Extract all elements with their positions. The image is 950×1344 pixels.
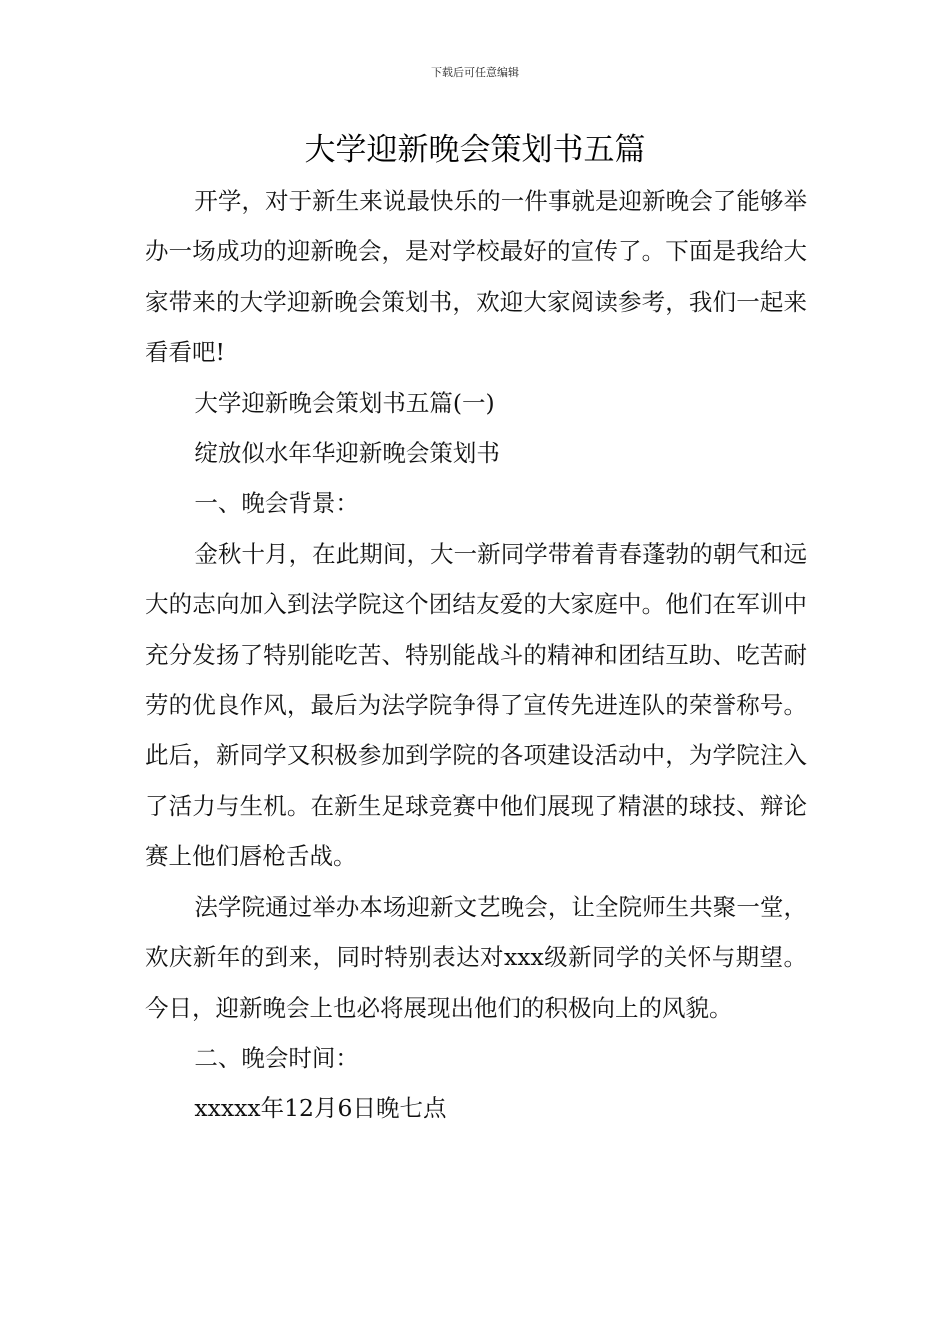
- document-body: [145, 176, 807, 1134]
- subtitle-plan-name: 绽放似水年华迎新晚会策划书: [194, 439, 500, 468]
- section-heading-part-one: 大学迎新晚会策划书五篇(一): [194, 388, 495, 417]
- intro-paragraph: 开学，对于新生来说最快乐的一件事就是迎新晚会了能够举办一场成功的迎新晚会，是对学校最好的宣传了。下面是我给大家带来的大学迎新晚会策划书，欢迎大家阅读参考，我们一起来看看吧!: [145, 187, 807, 367]
- background-paragraph: 金秋十月，在此期间，大一新同学带着青春蓬勃的朝气和远大的志向加入到法学院这个团结友爱的大家庭中。他们在军训中充分发扬了特别能吃苦、特别能战斗的精神和团结互助、吃苦耐劳的优良作风，最后为法学院争得了宣传先进连队的荣誉称号。此后，新同学又积极参加到学院的各项建设活动中，为学院注入了活力与生机。在新生足球竞赛中他们展现了精湛的球技、辩论赛上他们唇枪舌战。: [145, 539, 807, 871]
- heading-time: 二、晚会时间：: [194, 1043, 359, 1072]
- purpose-paragraph: 法学院通过举办本场迎新文艺晚会，让全院师生共聚一堂，欢庆新年的到来，同时特别表达对xxx级新同学的关怀与期望。今日，迎新晚会上也必将展现出他们的积极向上的风貌。: [145, 892, 807, 1022]
- header-note: 下载后可任意编辑: [431, 66, 519, 79]
- heading-background: 一、晚会背景：: [194, 489, 359, 518]
- time-paragraph: xxxxx年12月6日晚七点: [194, 1094, 447, 1123]
- document-title: 大学迎新晚会策划书五篇: [304, 132, 646, 168]
